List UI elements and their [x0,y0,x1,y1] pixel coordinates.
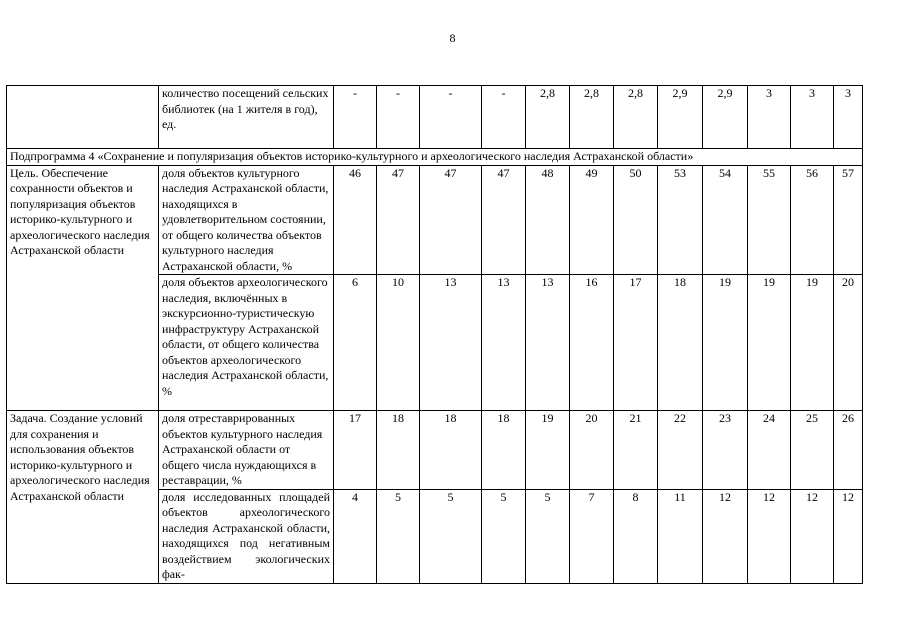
value-cell: 12 [834,489,863,583]
value-cell: 49 [570,165,614,275]
value-cell: - [377,86,420,149]
value-cell: 26 [834,411,863,490]
table-row [7,165,863,275]
value-cell: 47 [377,165,420,275]
goal-cell: Цель. Обеспечение сохранности объектов и популяризация объектов историко-культурного и археологического наследия Астраханской области [7,165,159,411]
value-cell: 54 [703,165,748,275]
value-cell: 24 [748,411,791,490]
value-cell: 25 [791,411,834,490]
value-cell: 13 [526,275,570,411]
value-cell: 12 [703,489,748,583]
value-cell: 2,9 [658,86,703,149]
value-cell: 21 [614,411,658,490]
value-cell: - [482,86,526,149]
value-cell: 47 [420,165,482,275]
value-cell: 5 [526,489,570,583]
value-cell: 18 [658,275,703,411]
subprogram-title: Подпрограмма 4 «Сохранение и популяризация объектов историко-культурного и археологического наследия Астраханской области» [7,149,863,166]
value-cell: 53 [658,165,703,275]
page-number: 8 [449,31,456,45]
task-cell: Задача. Создание условий для сохранения и использования объектов историко-культурного и археологического наследия Астраханской области [7,411,159,584]
indicator-cell: доля исследованных площадей объектов археологического наследия Астраханской области, находящихся под негативным воздействием экологических фак- [159,489,334,583]
indicator-cell: количество посещений сельских библиотек (на 1 жителя в год), ед. [159,86,334,149]
value-cell: - [420,86,482,149]
value-cell: 20 [570,411,614,490]
indicator-cell: доля объектов культурного наследия Астраханской области, находящихся в удовлетворительном состоянии, от общего количества объектов культурного наследия Астраханской области, % [159,165,334,275]
value-cell: 55 [748,165,791,275]
value-cell: 50 [614,165,658,275]
value-cell: 16 [570,275,614,411]
value-cell: 19 [526,411,570,490]
value-cell: 18 [377,411,420,490]
value-cell: 8 [614,489,658,583]
value-cell: 17 [334,411,377,490]
indicator-cell: доля отреставрированных объектов культурного наследия Астраханской области от общего числа нуждающихся в реставрации, % [159,411,334,490]
indicators-table [6,85,863,584]
value-cell: 20 [834,275,863,411]
table-row [7,411,863,490]
value-cell: 46 [334,165,377,275]
value-cell: 19 [703,275,748,411]
value-cell: 3 [791,86,834,149]
value-cell: 13 [420,275,482,411]
value-cell: 12 [791,489,834,583]
value-cell: 17 [614,275,658,411]
value-cell: 48 [526,165,570,275]
value-cell: 56 [791,165,834,275]
value-cell: 5 [377,489,420,583]
value-cell: 2,8 [570,86,614,149]
value-cell: 18 [420,411,482,490]
value-cell: 3 [834,86,863,149]
value-cell: 2,8 [614,86,658,149]
value-cell: 3 [748,86,791,149]
value-cell: 5 [482,489,526,583]
value-cell: 19 [791,275,834,411]
value-cell: 22 [658,411,703,490]
value-cell: 18 [482,411,526,490]
indicator-cell: доля объектов археологического наследия, включённых в экскурсионно-туристическую инфраструктуру Астраханской области, от общего количества объектов археологического наследия Астраханской области, % [159,275,334,411]
value-cell: 19 [748,275,791,411]
value-cell: - [334,86,377,149]
value-cell: 10 [377,275,420,411]
value-cell: 47 [482,165,526,275]
value-cell: 2,8 [526,86,570,149]
table-row-library-visits [7,86,863,149]
value-cell: 4 [334,489,377,583]
value-cell: 5 [420,489,482,583]
value-cell: 6 [334,275,377,411]
value-cell: 57 [834,165,863,275]
value-cell: 2,9 [703,86,748,149]
subprogram-header-row [7,149,863,166]
value-cell: 13 [482,275,526,411]
value-cell: 11 [658,489,703,583]
goal-cell-empty [7,86,159,149]
value-cell: 12 [748,489,791,583]
value-cell: 7 [570,489,614,583]
value-cell: 23 [703,411,748,490]
